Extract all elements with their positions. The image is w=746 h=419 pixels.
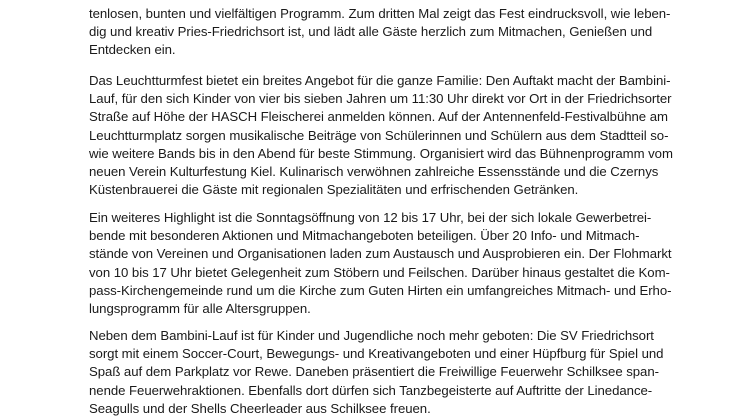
text-line: nende Feuerwehraktionen. Ebenfalls dort dürfen sich Tanzbegeisterte auf Auftritte der Linedance- bbox=[89, 382, 653, 398]
text-line: bende mit besonderen Aktionen und Mitmachangeboten beteiligen. Über 20 Info- und Mitmach- bbox=[89, 228, 640, 244]
text-line: stände von Vereinen und Organisationen laden zum Austausch und Ausprobieren ein. Der Flohmarkt bbox=[89, 246, 672, 262]
text-line: wie weitere Bands bis in den Abend für beste Stimmung. Organisiert wird das Bühnenprogramm vom bbox=[89, 145, 673, 161]
text-line: sorgt mit einem Soccer-Court, Bewegungs- und Kreativangeboten und einer Hüpfburg für Spiel und bbox=[89, 346, 664, 362]
text-line: von 10 bis 17 Uhr bietet Gelegenheit zum Stöbern und Feilschen. Darüber hinaus gestaltet die Kom- bbox=[89, 264, 670, 280]
paragraph-family-program bbox=[89, 72, 689, 199]
text-line: Seagulls und der Shells Cheerleader aus Schilksee freuen. bbox=[89, 400, 431, 416]
text-line: tenlosen, bunten und vielfältigen Programm. Zum dritten Mal zeigt das Fest eindrucksvoll, wie leben- bbox=[89, 6, 671, 21]
paragraph-intro-continuation bbox=[89, 5, 689, 60]
text-line: Lauf, für den sich Kinder von vier bis sieben Jahren um 11:30 Uhr direkt vor Ort in der Friedrichsorter bbox=[89, 91, 672, 107]
text-line: Neben dem Bambini-Lauf ist für Kinder und Jugendliche noch mehr geboten: Die SV Friedrichsort bbox=[89, 328, 654, 343]
text-line: neuen Verein Kulturfestung Kiel. Kulinarisch verwöhnen zahlreiche Essensstände und die Czernys bbox=[89, 163, 659, 179]
text-line: Das Leuchtturmfest bietet ein breites Angebot für die ganze Familie: Den Auftakt macht der Bambini- bbox=[89, 73, 671, 88]
text-line: Entdecken ein. bbox=[89, 42, 176, 58]
text-line: Spaß auf dem Parkplatz vor Rewe. Daneben präsentiert die Freiwillige Feuerwehr Schilksee span- bbox=[89, 364, 659, 380]
text-line: Straße auf Höhe der HASCH Fleischerei anmelden können. Auf der Antennenfeld-Festivalbühne am bbox=[89, 109, 668, 125]
text-line: Ein weiteres Highlight ist die Sonntagsöffnung von 12 bis 17 Uhr, bei der sich lokale Gewerbetrei- bbox=[89, 210, 652, 225]
paragraph-sunday-opening bbox=[89, 209, 689, 318]
text-line: Leuchtturmplatz sorgen musikalische Beiträge von Schülerinnen und Schülern aus dem Stadtteil so- bbox=[89, 127, 669, 143]
text-line: Küstenbrauerei die Gäste mit regionalen Spezialitäten und erfrischenden Getränken. bbox=[89, 182, 579, 198]
text-line: lungsprogramm für alle Altersgruppen. bbox=[89, 300, 311, 316]
paragraph-kids-youth bbox=[89, 327, 689, 418]
text-line: pass-Kirchengemeinde rund um die Kirche zum Guten Hirten ein umfangreiches Mitmach- und Erho- bbox=[89, 282, 672, 298]
text-line: dig und kreativ Pries-Friedrichsort ist, und lädt alle Gäste herzlich zum Mitmachen, Genießen und bbox=[89, 24, 653, 40]
